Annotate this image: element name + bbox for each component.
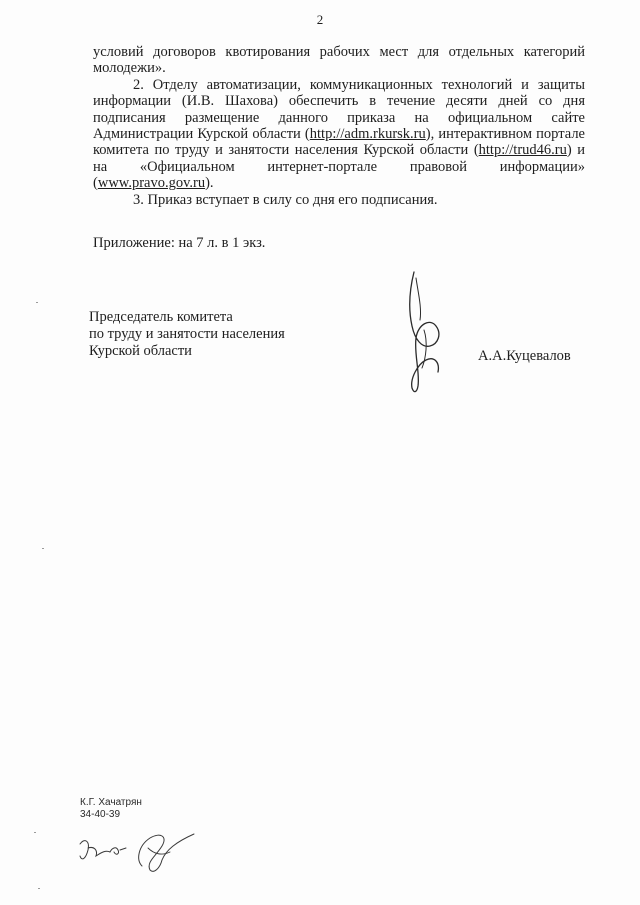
executor-phone: 34-40-39 (80, 808, 121, 820)
order-body-text (93, 44, 585, 208)
signatory-title-line-1: Председатель комитета (89, 309, 233, 325)
executor-info (80, 797, 142, 820)
scan-speck (42, 548, 44, 549)
signatory-title-block (89, 309, 285, 360)
scan-speck (36, 302, 38, 303)
paragraph-1: условий договоров квотирования рабочих мест для отдельных категорий молодежи». (93, 44, 585, 77)
signatory-name: А.А.Куцевалов (478, 348, 571, 364)
executor-name: К.Г. Хачатрян (80, 797, 142, 808)
appendix-note: Приложение: на 7 л. в 1 экз. (93, 235, 266, 251)
paragraph-2-text-b: ), интерактивном портале комитета по труду и занятости населения Курской области ( (93, 126, 585, 159)
scan-speck (38, 888, 40, 889)
paragraph-2-text-c: ) и на «Официальном интернет-портале правовой информации» ( (93, 142, 585, 192)
paragraph-2 (93, 77, 585, 192)
scan-speck (34, 832, 36, 833)
paragraph-2-text-a: 2. Отделу автоматизации, коммуникационных технологий и защиты информации (И.В. Шахова) обеспечить в течение десяти дней со дня подписания размещение данного приказа на официальном сайте Администрации Курской области ( (93, 76, 585, 143)
initials-signature (76, 826, 201, 876)
handwritten-signature (400, 268, 450, 398)
paragraph-2-text-d: ). (205, 175, 214, 192)
signatory-title-line-3: Курской области (89, 343, 192, 359)
link-trud46[interactable]: http://trud46.ru (478, 142, 567, 159)
link-adm-rkursk[interactable]: http://adm.rkursk.ru (309, 126, 426, 143)
link-pravo-gov[interactable]: www.pravo.gov.ru (97, 175, 206, 192)
page-number: 2 (316, 12, 324, 27)
paragraph-3: 3. Приказ вступает в силу со дня его подписания. (133, 191, 438, 208)
signatory-title-line-2: по труду и занятости населения (89, 326, 285, 342)
